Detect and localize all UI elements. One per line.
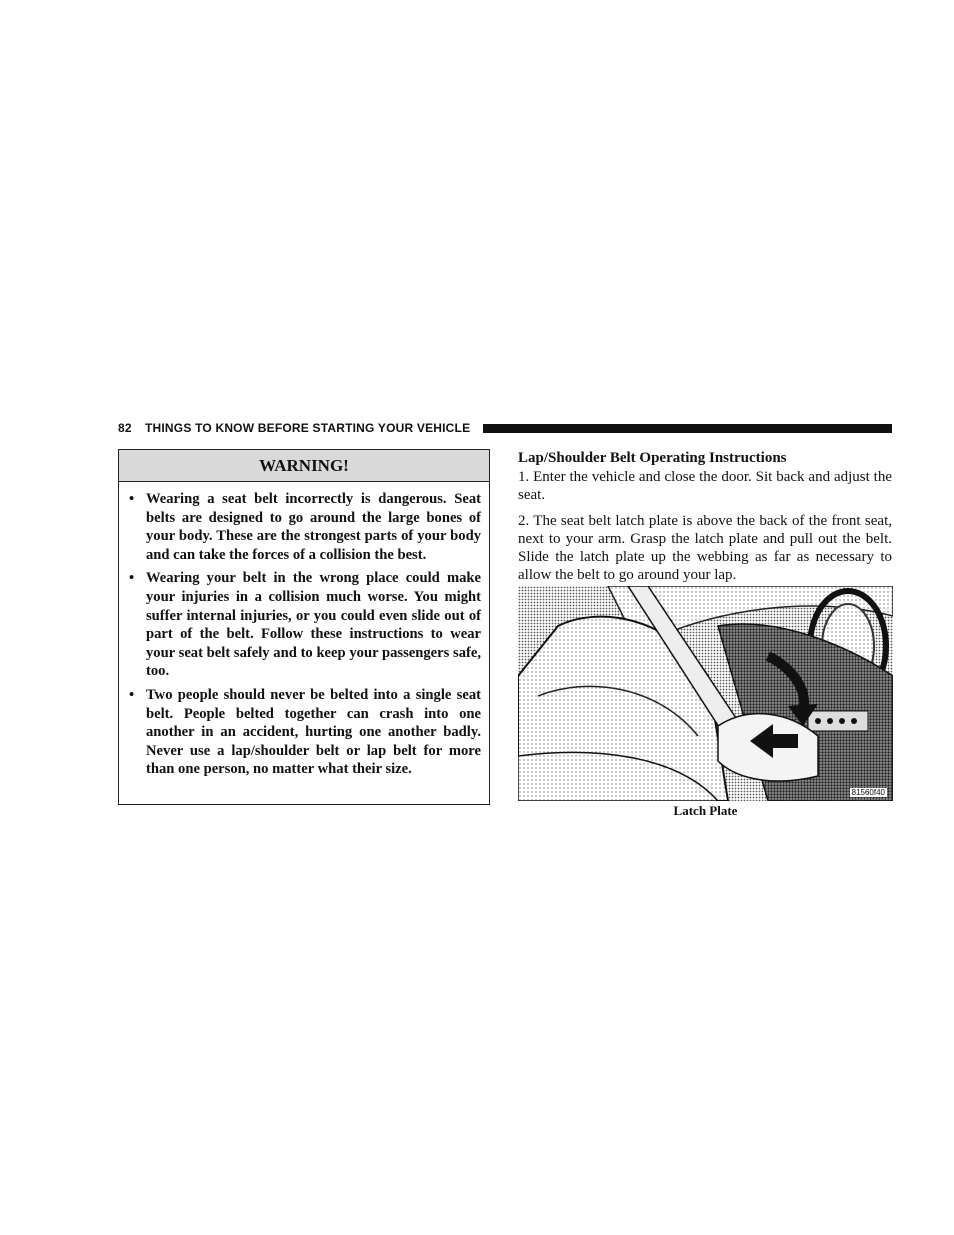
instructions-column [518,449,892,592]
warning-item: • Two people should never be belted into a single seat belt. People belted together can crash into one another in an accident, hurting one another badly. Never use a lap/shoulder belt or lap belt for more than one person, no matter what their size. [129,686,481,778]
header-rule [483,424,892,433]
warning-list [119,482,489,779]
figure-caption: Latch Plate [673,803,738,818]
car-interior-drawing [518,586,893,801]
instructions-heading: Lap/Shoulder Belt Operating Instructions [518,450,787,466]
instruction-step-1: 1. Enter the vehicle and close the door. Sit back and adjust the seat. [518,469,892,503]
warning-box [118,449,490,805]
instruction-step-2: 2. The seat belt latch plate is above the back of the front seat, next to your arm. Grasp the latch plate and pull out the belt. Slide the latch plate up the webbing as far as necessary to allow the belt to go around your lap. [518,513,892,583]
bullet-icon: • [129,491,135,507]
bullet-icon: • [129,570,135,587]
section-title: THINGS TO KNOW BEFORE STARTING YOUR VEHICLE [145,421,471,435]
latch-plate-illustration [518,586,893,801]
figure-code: 81560f40 [851,788,885,797]
warning-item: • Wearing a seat belt incorrectly is dangerous. Seat belts are designed to go around the large bones of your body. These are the strongest parts of your body and can take the forces of a collision the best. [129,491,481,563]
page-number: 82 [118,421,132,435]
warning-item: • Wearing your belt in the wrong place could make your injuries in a collision much worse. You might suffer internal injuries, or you could even slide out of part of the belt. Follow these instructions to wear your seat belt safely and to keep your passengers safe, too. [129,570,481,680]
warning-title: WARNING! [119,450,489,482]
bullet-icon: • [129,686,135,703]
page-header [118,419,892,437]
